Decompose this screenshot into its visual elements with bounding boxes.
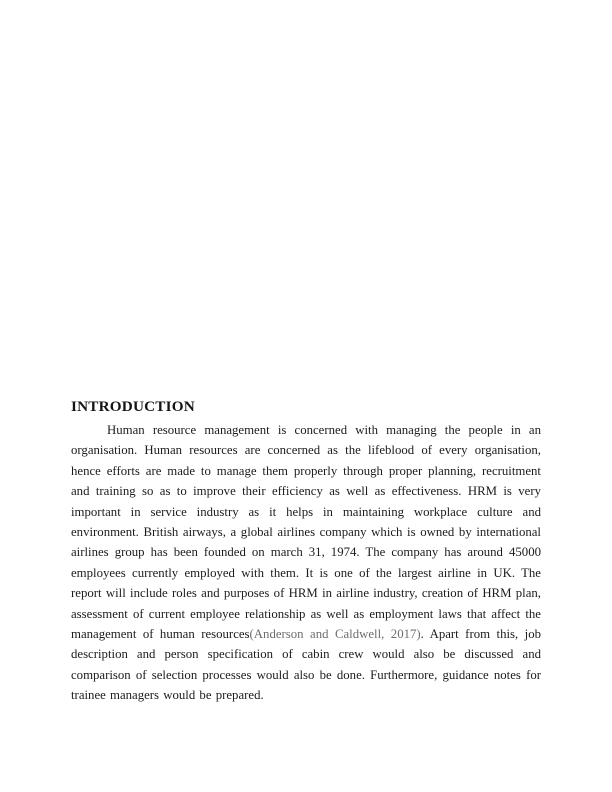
citation-text: (Anderson and Caldwell, 2017) <box>249 627 421 642</box>
paragraph-text-before-citation: Human resource management is concerned with managing the people in an organisation. Human resources are concerned as the lifeblood of every organisation, hence efforts are made to manage them properly through proper planning, recruitment and training so as to improve their efficiency as well as effectiveness. HRM is very important in service industry as it helps in maintaining workplace culture and environment. British airways, a global airlines company which is owned by international airlines group has been founded on march 31, 1974. The company has around 45000 employees currently employed with them. It is one of the largest airline in UK. The report will include roles and purposes of HRM in airline industry, creation of HRM plan, assessment of current employee relationship as well as employment laws that affect the management of human resources <box>71 423 541 642</box>
body-paragraph <box>71 420 541 706</box>
paragraph-text-after-citation: . Apart from this, job description and person specification of cabin crew would also be discussed and comparison of selection processes would also be done. Furthermore, guidance notes for trainee managers would be prepared. <box>71 627 541 703</box>
section-heading: INTRODUCTION <box>71 398 195 415</box>
page-content <box>71 399 541 706</box>
